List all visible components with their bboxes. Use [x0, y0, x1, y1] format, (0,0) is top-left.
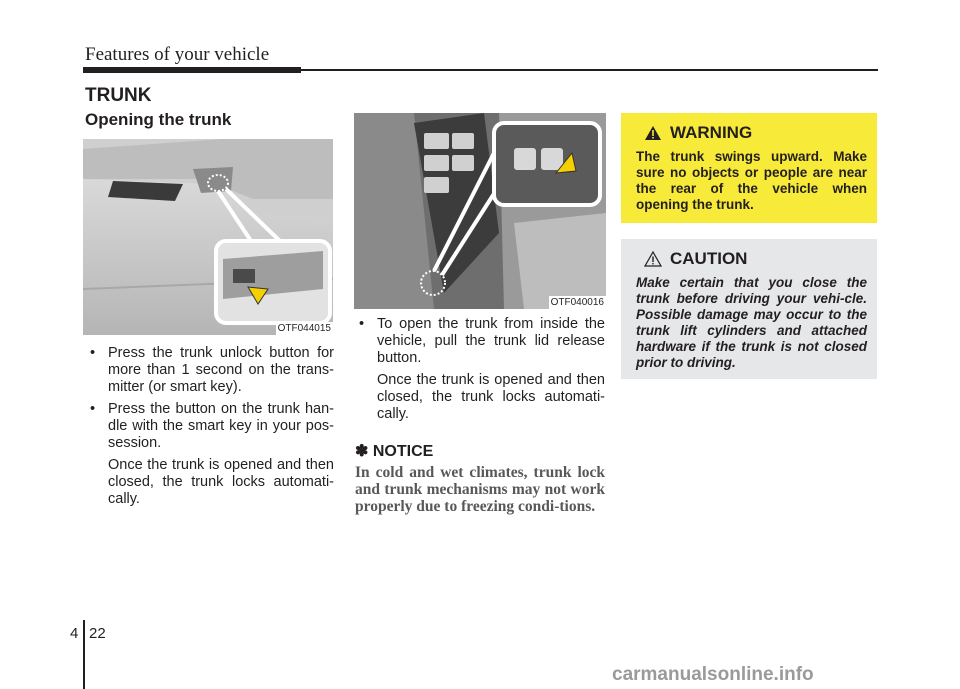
instruction-bullet: [86, 401, 334, 452]
figure-code-left: OTF044015: [277, 323, 331, 334]
notice-symbol-icon: ✽: [355, 443, 369, 460]
bullet-text: To open the trunk from inside the vehicle, pull the trunk lid release button.: [377, 316, 605, 366]
instruction-bullet: [86, 345, 334, 396]
header-bar: [83, 67, 301, 73]
car-rear-trunk-figure: [83, 139, 333, 335]
watermark-text: carmanualsonline.info: [612, 664, 814, 685]
warning-text: The trunk swings upward. Make sure no objects or people are near the rear of the vehicle when opening the trunk.: [636, 149, 867, 212]
bullet-marker: •: [359, 316, 365, 332]
subsection-title: Opening the trunk: [85, 110, 232, 129]
warning-triangle-icon: [644, 125, 662, 141]
page-header-title: Features of your vehicle: [85, 44, 270, 65]
warning-box: [621, 113, 877, 223]
instruction-bullet: [355, 316, 605, 367]
middle-column-text: [355, 316, 605, 515]
caution-triangle-icon: [644, 251, 662, 267]
caution-text: Make certain that you close the trunk before driving your vehi-cle. Possible damage may occur to the trunk lift cylinders and attached hardware if the trunk is not closed prior to driving.: [636, 275, 867, 370]
notice-title-text: NOTICE: [372, 443, 434, 460]
figure-code-middle: OTF040016: [550, 297, 604, 308]
caution-title: CAUTION: [670, 249, 748, 268]
caution-header: [636, 249, 867, 269]
warning-header: [636, 123, 867, 143]
instruction-paragraph: Once the trunk is opened and then closed, the trunk locks automati-cally.: [108, 457, 334, 507]
warning-title: WARNING: [670, 123, 753, 142]
chapter-number: 4: [70, 625, 79, 642]
caution-box: [621, 239, 877, 379]
header-rule: [301, 69, 878, 71]
door-panel-illustration: [354, 113, 606, 309]
car-rear-illustration: [83, 139, 333, 335]
footer-divider: [83, 620, 85, 689]
bullet-marker: •: [90, 401, 96, 417]
notice-text: In cold and wet climates, trunk lock and trunk mechanisms may not work properly due to freezing condi-tions.: [355, 464, 605, 515]
door-release-figure: [354, 113, 606, 309]
instruction-paragraph: Once the trunk is opened and then closed, the trunk locks automati-cally.: [377, 372, 605, 422]
section-title: TRUNK: [85, 85, 152, 106]
bullet-text: Press the trunk unlock button for more than 1 second on the trans-mitter (or smart key).: [108, 345, 334, 395]
page-number: 22: [89, 625, 106, 642]
notice-title: [355, 443, 605, 460]
left-column-text: [86, 345, 334, 513]
bullet-text: Press the button on the trunk han-dle with the smart key in your pos-session.: [108, 401, 334, 451]
bullet-marker: •: [90, 345, 96, 361]
